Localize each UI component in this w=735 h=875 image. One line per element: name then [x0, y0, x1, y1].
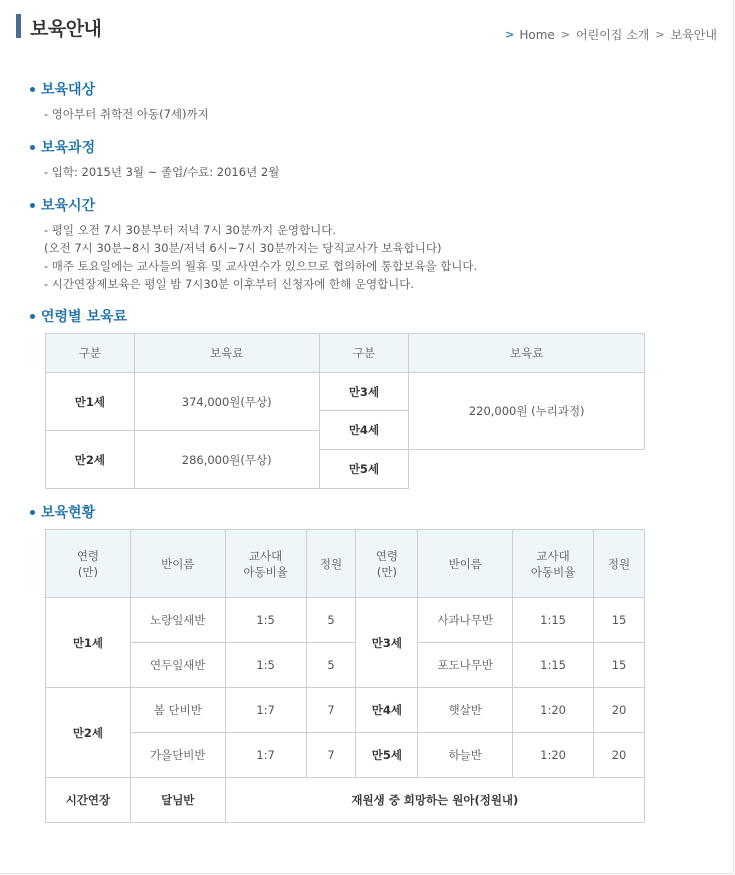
section-title: 보육대상 — [41, 82, 96, 98]
status-age-cell: 만1세 — [46, 598, 131, 688]
fee-header: 구분 — [319, 334, 409, 373]
class-name-cell: 가을단비반 — [130, 733, 225, 778]
capacity-cell: 5 — [306, 598, 356, 643]
class-name-cell: 햇살반 — [418, 688, 513, 733]
fee-header: 보육료 — [409, 334, 645, 373]
breadcrumb — [505, 26, 717, 43]
extended-label-cell: 시간연장 — [46, 778, 131, 823]
breadcrumb-arrow-icon: > — [505, 28, 515, 41]
ratio-cell: 1:15 — [513, 643, 594, 688]
section-title: 보육과정 — [41, 140, 96, 156]
info-line: - 시간연장제보육은 평일 밤 7시30분 이후부터 신청자에 한해 운영합니다. — [44, 277, 415, 291]
section-target — [30, 79, 209, 123]
breadcrumb-separator-icon: > — [655, 28, 665, 41]
bullet-icon — [30, 145, 35, 150]
section-title: 연령별 보육료 — [41, 309, 128, 325]
fee-age-cell: 만4세 — [319, 411, 409, 450]
class-name-cell: 노랑잎새반 — [130, 598, 225, 643]
status-header-class: 반이름 — [130, 530, 225, 598]
status-header-ratio: 교사대 아동비율 — [513, 530, 594, 598]
section-fees — [30, 306, 127, 326]
fee-age-cell: 만5세 — [319, 450, 409, 489]
ratio-cell: 1:7 — [225, 688, 306, 733]
capacity-cell: 15 — [594, 598, 645, 643]
bullet-icon — [30, 314, 35, 319]
status-age-cell: 만2세 — [46, 688, 131, 778]
fee-age-cell: 만3세 — [319, 373, 409, 411]
capacity-cell: 20 — [594, 733, 645, 778]
class-name-cell: 포도나무반 — [418, 643, 513, 688]
capacity-cell: 5 — [306, 643, 356, 688]
fee-age-cell: 만1세 — [46, 373, 135, 431]
extended-class-cell: 달님반 — [130, 778, 225, 823]
bullet-icon — [30, 87, 35, 92]
status-header-capacity: 정원 — [306, 530, 356, 598]
status-age-cell: 만4세 — [356, 688, 418, 733]
fee-header: 보육료 — [134, 334, 319, 373]
section-course — [30, 137, 279, 181]
ratio-cell: 1:20 — [513, 688, 594, 733]
extended-desc-cell: 재원생 중 희망하는 원아(정원내) — [225, 778, 644, 823]
table-row — [46, 643, 645, 688]
table-row — [46, 688, 645, 733]
section-title: 보육시간 — [41, 198, 96, 214]
ratio-cell: 1:5 — [225, 598, 306, 643]
status-header-age: 연령 (만) — [356, 530, 418, 598]
breadcrumb-current: 보육안내 — [670, 28, 717, 42]
section-status — [30, 502, 95, 522]
title-accent-bar — [16, 14, 21, 38]
page-title: 보육안내 — [30, 18, 102, 40]
section-title: 보육현황 — [41, 505, 96, 521]
ratio-cell: 1:5 — [225, 643, 306, 688]
status-header-ratio: 교사대 아동비율 — [225, 530, 306, 598]
capacity-cell: 20 — [594, 688, 645, 733]
fee-value-cell: 220,000원 (누리과정) — [409, 373, 645, 450]
fee-value-cell: 286,000원(무상) — [134, 431, 319, 489]
ratio-cell: 1:20 — [513, 733, 594, 778]
table-row — [46, 778, 645, 823]
ratio-cell: 1:15 — [513, 598, 594, 643]
status-age-cell: 만5세 — [356, 733, 418, 778]
section-hours — [30, 195, 477, 293]
capacity-cell: 7 — [306, 688, 356, 733]
table-row — [46, 598, 645, 643]
table-row — [46, 733, 645, 778]
fee-table — [45, 333, 645, 489]
status-header-capacity: 정원 — [594, 530, 645, 598]
breadcrumb-home[interactable]: Home — [519, 27, 555, 42]
class-name-cell: 하늘반 — [418, 733, 513, 778]
class-name-cell: 봄 단비반 — [130, 688, 225, 733]
status-header-class: 반이름 — [418, 530, 513, 598]
fee-age-cell: 만2세 — [46, 431, 135, 489]
info-line: (오전 7시 30분~8시 30분/저녁 6시~7시 30분까지는 당직교사가 보육합니다) — [44, 241, 442, 255]
class-name-cell: 사과나무반 — [418, 598, 513, 643]
ratio-cell: 1:7 — [225, 733, 306, 778]
fee-value-cell: 374,000원(무상) — [134, 373, 319, 431]
status-age-cell: 만3세 — [356, 598, 418, 688]
status-header-age: 연령 (만) — [46, 530, 131, 598]
breadcrumb-separator-icon: > — [560, 28, 571, 41]
info-line: - 평일 오전 7시 30분부터 저녁 7시 30분까지 운영합니다. — [44, 223, 337, 237]
info-line: - 입학: 2015년 3월 ~ 졸업/수료: 2016년 2월 — [44, 165, 280, 179]
fee-header: 구분 — [46, 334, 135, 373]
class-name-cell: 연두잎새반 — [130, 643, 225, 688]
breadcrumb-about[interactable]: 어린이집 소개 — [576, 28, 650, 42]
capacity-cell: 7 — [306, 733, 356, 778]
capacity-cell: 15 — [594, 643, 645, 688]
info-line: - 영아부터 취학전 아동(7세)까지 — [44, 107, 209, 121]
info-line: - 매주 토요일에는 교사들의 월휴 및 교사연수가 있으므로 협의하에 통합보육을 합니다. — [44, 259, 478, 273]
bullet-icon — [30, 510, 35, 515]
status-table — [45, 529, 645, 823]
bullet-icon — [30, 203, 35, 208]
